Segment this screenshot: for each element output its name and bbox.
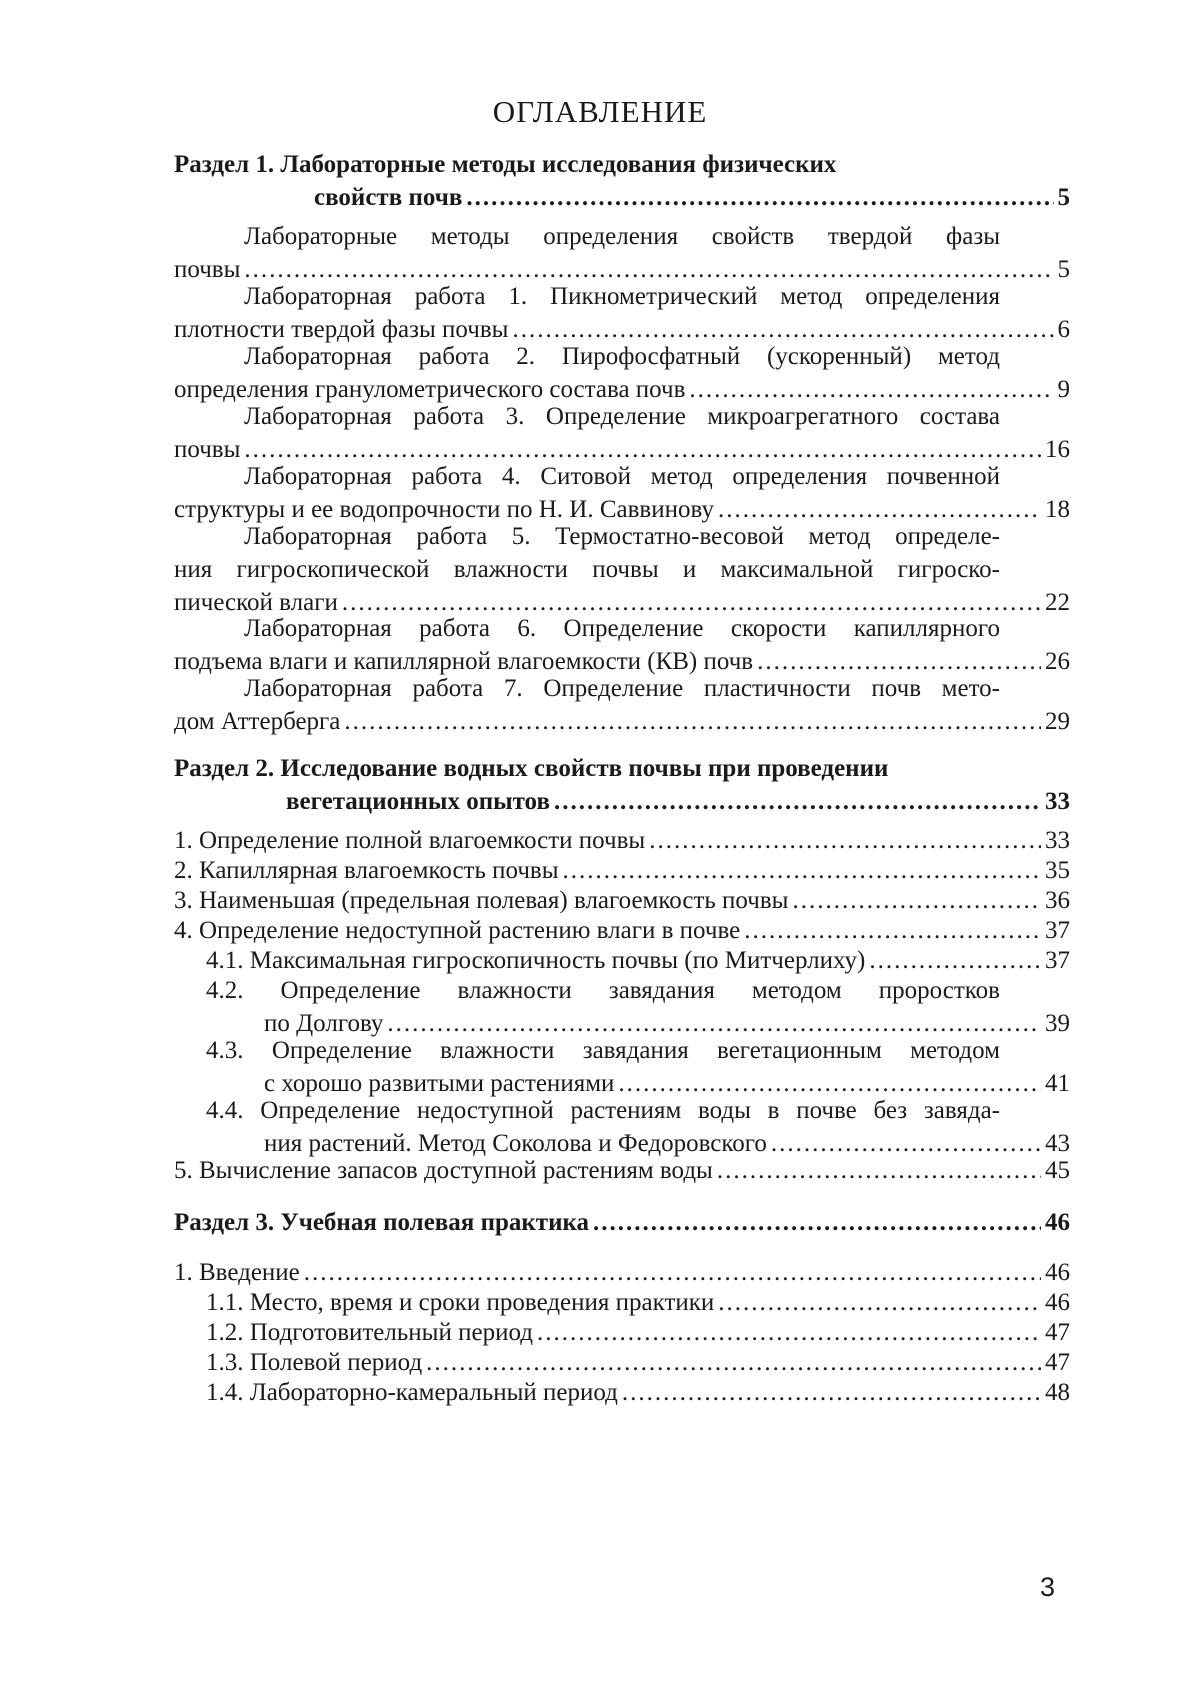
page-ref: 41 xyxy=(1045,1070,1070,1097)
page-ref: 48 xyxy=(1045,1379,1070,1406)
page-ref: 18 xyxy=(1045,496,1070,523)
entry-line2: дом Аттерберга xyxy=(174,708,341,735)
entry-line1: Лабораторная работа 4. Ситовой метод определения почвенной xyxy=(244,463,1000,490)
entry-line2: структуры и ее водопрочности по Н. И. Саввинову xyxy=(174,496,714,523)
dot-leader xyxy=(718,1286,1041,1319)
toc-entry[interactable] xyxy=(174,220,1070,286)
page-ref: 16 xyxy=(1045,436,1070,463)
toc-entry[interactable] xyxy=(174,340,1070,406)
entry-line2: почвы xyxy=(174,256,241,283)
toc-entry[interactable] xyxy=(174,520,1070,619)
page-ref: 35 xyxy=(1045,857,1070,884)
entry-line2: пической влаги xyxy=(174,589,338,616)
page-ref: 33 xyxy=(1045,827,1070,854)
entry-text: 5. Вычисление запасов доступной растениям воды xyxy=(174,1157,713,1184)
dot-leader xyxy=(426,1346,1041,1379)
page-ref: 6 xyxy=(1057,316,1070,343)
page-title: ОГЛАВЛЕНИЕ xyxy=(492,94,708,129)
entry-line2: ния растений. Метод Соколова и Федоровского xyxy=(264,1130,767,1157)
dot-leader xyxy=(593,1206,1041,1239)
page-ref: 46 xyxy=(1045,1259,1070,1286)
toc-entry[interactable] xyxy=(174,854,1070,887)
toc-entry[interactable] xyxy=(174,974,1070,1040)
page-ref: 37 xyxy=(1045,947,1070,974)
dot-leader xyxy=(792,884,1041,917)
dot-leader xyxy=(869,944,1041,977)
toc-entry[interactable] xyxy=(174,672,1070,738)
toc-section-1[interactable] xyxy=(174,148,1070,214)
entry-line1b: ния гигроскопической влажности почвы и максимальной гигроско- xyxy=(174,556,1000,583)
page-ref: 9 xyxy=(1057,376,1070,403)
entry-text: 1.1. Место, время и сроки проведения практики xyxy=(206,1289,715,1316)
page-ref: 33 xyxy=(1045,788,1070,815)
dot-leader xyxy=(537,1316,1041,1349)
page-ref: 5 xyxy=(1057,184,1070,211)
dot-leader xyxy=(466,181,1053,214)
page-ref: 47 xyxy=(1045,1349,1070,1376)
section-title-line1: Раздел 1. Лабораторные методы исследования физических xyxy=(174,151,837,178)
dot-leader xyxy=(717,1154,1041,1187)
toc-entry[interactable] xyxy=(174,1286,1070,1319)
entry-line1: Лабораторная работа 7. Определение пластичности почв мето- xyxy=(244,675,1000,702)
toc-section-2[interactable] xyxy=(174,752,1070,818)
entry-line1: Лабораторная работа 3. Определение микроагрегатного состава xyxy=(244,403,1000,430)
entry-line2: определения гранулометрического состава почв xyxy=(174,376,686,403)
entry-line1: Лабораторная работа 1. Пикнометрический метод определения xyxy=(244,283,1000,310)
toc-entry[interactable] xyxy=(174,914,1070,947)
entry-line1: Лабораторные методы определения свойств твердой фазы xyxy=(244,223,1000,250)
page-number: 3 xyxy=(1040,1572,1056,1602)
entry-text: 1.4. Лабораторно-камеральный период xyxy=(206,1379,618,1406)
page-ref: 36 xyxy=(1045,887,1070,914)
entry-line1: 4.2. Определение влажности завядания методом проростков xyxy=(206,977,1000,1004)
page-ref: 5 xyxy=(1057,256,1070,283)
toc-entry[interactable] xyxy=(174,824,1070,857)
dot-leader xyxy=(344,705,1041,738)
dot-leader xyxy=(622,1376,1041,1409)
toc-entry[interactable] xyxy=(174,612,1070,678)
entry-text: 1.3. Полевой период xyxy=(206,1349,423,1376)
entry-line2: плотности твердой фазы почвы xyxy=(174,316,509,343)
entry-line2: с хорошо развитыми растениями xyxy=(264,1070,615,1097)
entry-line1: Лабораторная работа 2. Пирофосфатный (ускоренный) метод xyxy=(244,343,1000,370)
toc-entry[interactable] xyxy=(174,1034,1070,1100)
dot-leader xyxy=(744,914,1041,947)
entry-text: 2. Капиллярная влагоемкость почвы xyxy=(174,857,559,884)
entry-line1: 4.4. Определение недоступной растениям воды в почве без завяда- xyxy=(206,1097,1000,1124)
dot-leader xyxy=(649,824,1041,857)
page-ref: 26 xyxy=(1045,648,1070,675)
page-ref: 46 xyxy=(1045,1289,1070,1316)
page-ref: 46 xyxy=(1045,1209,1070,1236)
toc-entry[interactable] xyxy=(174,1346,1070,1379)
page-ref: 22 xyxy=(1045,589,1070,616)
toc-entry[interactable] xyxy=(174,400,1070,466)
toc-entry[interactable] xyxy=(174,1256,1070,1289)
section-title-line2: вегетационных опытов xyxy=(286,788,550,815)
section-title-line1: Раздел 3. Учебная полевая практика xyxy=(174,1209,590,1236)
page-ref: 39 xyxy=(1045,1010,1070,1037)
entry-line2: почвы xyxy=(174,436,241,463)
toc-entry[interactable] xyxy=(174,1316,1070,1349)
toc-section-3[interactable] xyxy=(174,1206,1070,1239)
entry-text: 1. Введение xyxy=(174,1259,300,1286)
page-ref: 45 xyxy=(1045,1157,1070,1184)
page-ref: 43 xyxy=(1045,1130,1070,1157)
toc-entry[interactable] xyxy=(174,1376,1070,1409)
toc-entry[interactable] xyxy=(174,1154,1070,1187)
section-title-line2: свойств почв xyxy=(314,184,463,211)
entry-line2: по Долгову xyxy=(264,1010,384,1037)
toc-entry[interactable] xyxy=(174,280,1070,346)
page-ref: 29 xyxy=(1045,708,1070,735)
toc-entry[interactable] xyxy=(174,1094,1070,1160)
dot-leader xyxy=(563,854,1041,887)
entry-text: 1. Определение полной влагоемкости почвы xyxy=(174,827,646,854)
entry-line1: 4.3. Определение влажности завядания вегетационным методом xyxy=(206,1037,1000,1064)
section-title-line1: Раздел 2. Исследование водных свойств почвы при проведении xyxy=(174,755,889,782)
toc-entry[interactable] xyxy=(174,884,1070,917)
entry-text: 4.1. Максимальная гигроскопичность почвы (по Митчерлиху) xyxy=(206,947,866,974)
dot-leader xyxy=(554,785,1041,818)
entry-line1: Лабораторная работа 5. Термостатно-весовой метод определе- xyxy=(244,523,1000,550)
dot-leader xyxy=(304,1256,1041,1289)
entry-text: 3. Наименьшая (предельная полевая) влагоемкость почвы xyxy=(174,887,789,914)
entry-line1: Лабораторная работа 6. Определение скорости капиллярного xyxy=(244,615,1000,642)
toc-entry[interactable] xyxy=(174,460,1070,526)
entry-line2: подъема влаги и капиллярной влагоемкости (КВ) почв xyxy=(174,648,754,675)
toc-entry[interactable] xyxy=(174,944,1070,977)
entry-text: 1.2. Подготовительный период xyxy=(206,1319,533,1346)
page-ref: 47 xyxy=(1045,1319,1070,1346)
entry-text: 4. Определение недоступной растению влаги в почве xyxy=(174,917,741,944)
page-ref: 37 xyxy=(1045,917,1070,944)
